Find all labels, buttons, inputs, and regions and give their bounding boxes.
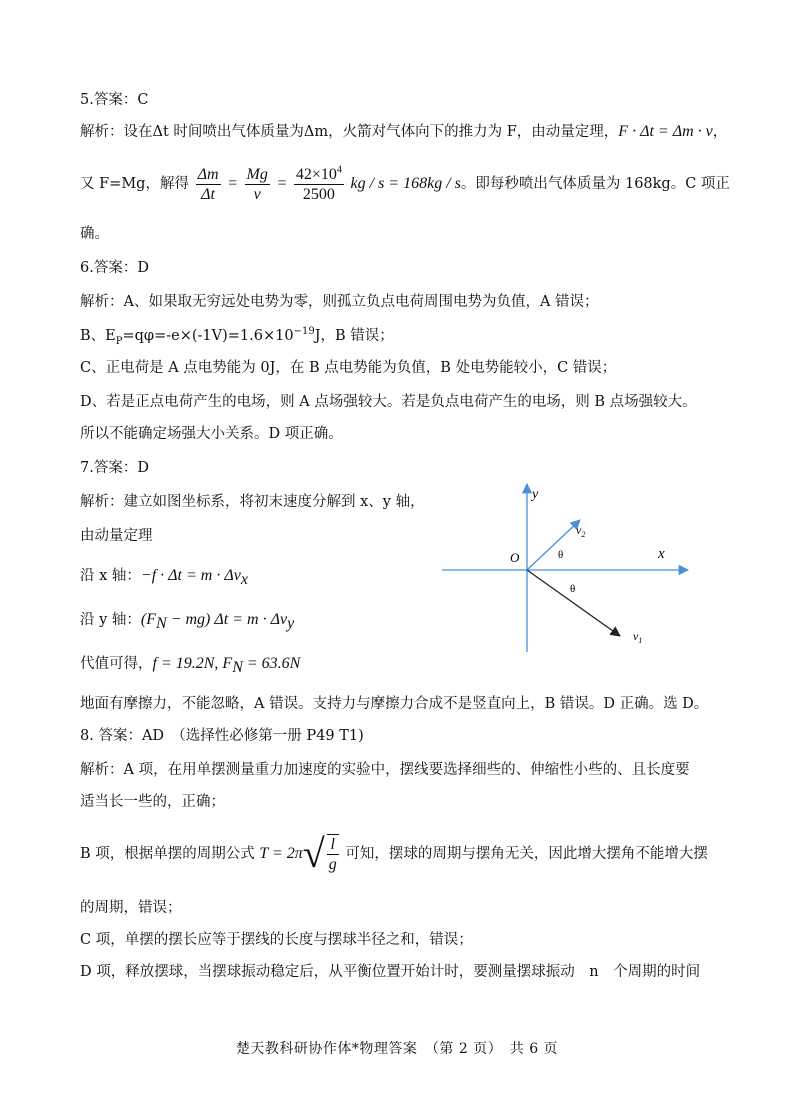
pendulum-period-formula: T = 2π [259,845,303,862]
q7-y-equation: 沿 y 轴：$(F_N - mg) \Delta t = m \cdot \Delta v_y$ [80,611,295,632]
q5-line3: 确。 [80,226,109,242]
momentum-equation: F · Δt = Δm · v [618,123,713,140]
x-axis-label: x [658,546,665,562]
q7-line1: 解析：建立如图坐标系，将初末速度分解到 x、y 轴， [80,494,425,510]
v1-vector [527,570,620,636]
v1-label: $v_1$ [633,629,643,645]
q6-line4: D、若是正点电荷产生的电场，则 A 点场强较大。若是负点电荷产生的电场，则 B 点场强较大。 [80,394,697,410]
fraction-dm-dt: $\frac{\Delta m}{\Delta t}$ [197,165,219,203]
q6-line3: C、正电荷是 A 点电势能为 0J，在 B 点电势能为负值，B 处电势能较小，C 错误； [80,360,617,376]
q5-answer: 5.答案：C [80,92,149,108]
q7-x-equation: 沿 x 轴：$-f \cdot \Delta t = m \cdot \Delta v_x$ [80,567,248,588]
q6-line5: 所以不能确定场强大小关系。D 项正确。 [80,426,343,442]
fraction-numeric: $\frac{42\times 10^4}{2500}$ [295,164,342,203]
q7-conclusion: 地面有摩擦力，不能忽略，A 错误。支持力与摩擦力合成不是竖直向上，B 错误。D 正确。选 D。 [80,696,709,712]
q7-answer: 7.答案：D [80,460,149,476]
q8-line6: D 项，释放摆球，当摆球振动稳定后，从平衡位置开始计时，要测量摆球振动 n 个周期的时间 [80,964,701,980]
q8-line1: 解析：A 项，在用单摆测量重力加速度的实验中，摆线要选择细些的、伸缩性小些的、且长度要 [80,762,690,778]
q8-line5: C 项，单摆的摆长应等于摆线的长度与摆球半径之和，错误； [80,932,473,948]
q7-line2: 由动量定理 [80,528,153,544]
v2-label: $v_2$ [576,523,586,539]
page-footer: 楚天教科研协作体*物理答案 （第 2 页） 共 6 页 [235,1041,559,1057]
q8-line4: 的周期，错误； [80,900,182,916]
velocity-diagram [430,478,700,658]
q6-line1: 解析：A、如果取无穷远处电势为零，则孤立负点电荷周围电势为负值，A 错误； [80,294,599,310]
q5-line1: 解析：设在Δt 时间喷出气体质量为Δm，火箭对气体向下的推力为 F，由动量定理，F · Δt = Δm · v， [80,123,728,140]
q6-answer: 6.答案：D [80,260,149,276]
q6-line2: B、$E_P=q\varphi=-e\times(-1V)=1.6\times 10^{-19}J$，B 错误； [80,326,394,347]
q7-values: 代值可得，f = 19.2N, $F_N = 63.6N$ [80,655,301,676]
q8-line2: 适当长一些的，正确； [80,794,225,810]
y-axis-label: y [532,487,539,502]
q8-line3: B 项，根据单摆的周期公式 T = 2π √ $\frac{l}{g}$ 可知，摆球的周期与摆角无关，因此增大摆角不能增大摆 [80,831,708,876]
square-root: √ $\frac{l}{g}$ [302,831,337,876]
v2-vector [527,520,580,570]
origin-label: O [510,550,520,565]
q8-answer: 8. 答案：AD （选择性必修第一册 P49 T1) [80,728,364,744]
theta-lower-label: θ [570,583,576,595]
theta-upper-label: θ [558,549,564,561]
mass-rate-result: kg / s = 168kg / s [350,175,461,192]
q5-line2: 又 F=Mg，解得 $\frac{\Delta m}{\Delta t}$ = $\frac{Mg}{v}$ = $\frac{42\times 10^4}{2500}$ kg / s = 168kg / s。即每秒喷出气体质量为 168kg。C 项正 [80,164,730,203]
fraction-mg-v: $\frac{Mg}{v}$ [246,165,268,203]
